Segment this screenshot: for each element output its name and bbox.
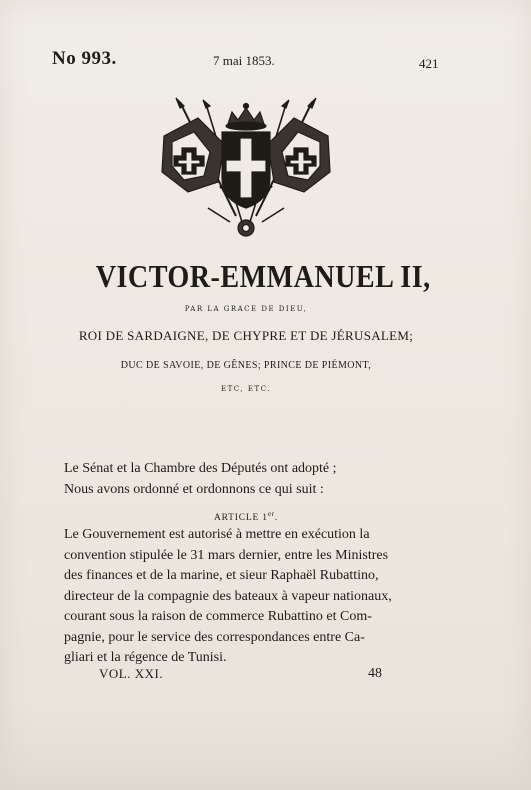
article-line: gliari et la régence de Tunisi.: [64, 650, 227, 665]
preamble: [64, 459, 452, 500]
savoy-coat-of-arms-icon: [158, 96, 334, 246]
article-body: [64, 525, 452, 669]
volume-label: VOL. XXI.: [99, 666, 164, 681]
king-title: VICTOR-EMMANUEL II,: [95, 258, 431, 294]
article-sup: er: [267, 510, 275, 518]
grace-line: PAR LA GRACE DE DIEU,: [184, 305, 308, 313]
sheet-number: 48: [368, 666, 382, 681]
page-number: 421: [419, 56, 439, 71]
duchies-line: DUC DE SAVOIE, DE GÊNES; PRINCE DE PIÉMONT,: [120, 360, 372, 371]
decree-number: No 993.: [52, 48, 117, 69]
article-line: Le Gouvernement est autorisé à mettre en exécution la: [64, 527, 370, 542]
article-line: convention stipulée le 31 mars dernier, entre les Ministres: [64, 547, 389, 563]
decree-date: 7 mai 1853.: [213, 53, 275, 68]
article-line: courant sous la raison de commerce Rubattino et Com-: [64, 609, 372, 624]
article-label: ARTICLE 1: [213, 513, 268, 524]
preamble-line: Nous avons ordonné et ordonnons ce qui suit :: [64, 481, 324, 497]
article-heading: ARTICLE 1er.: [213, 510, 279, 524]
preamble-line: Le Sénat et la Chambre des Députés ont adopté ;: [64, 461, 337, 476]
article-line: pagnie, pour le service des correspondances entre Ca-: [64, 629, 365, 645]
paper-shadow: [0, 700, 531, 790]
kingdoms-line: ROI DE SARDAIGNE, DE CHYPRE ET DE JÉRUSALEM;: [78, 328, 414, 343]
article-line: des finances et de la marine, et sieur Raphaël Rubattino,: [64, 568, 379, 583]
etc-line: ETC, ETC.: [221, 385, 271, 393]
article-line: directeur de la compagnie des bateaux à vapeur nationaux,: [64, 588, 392, 604]
